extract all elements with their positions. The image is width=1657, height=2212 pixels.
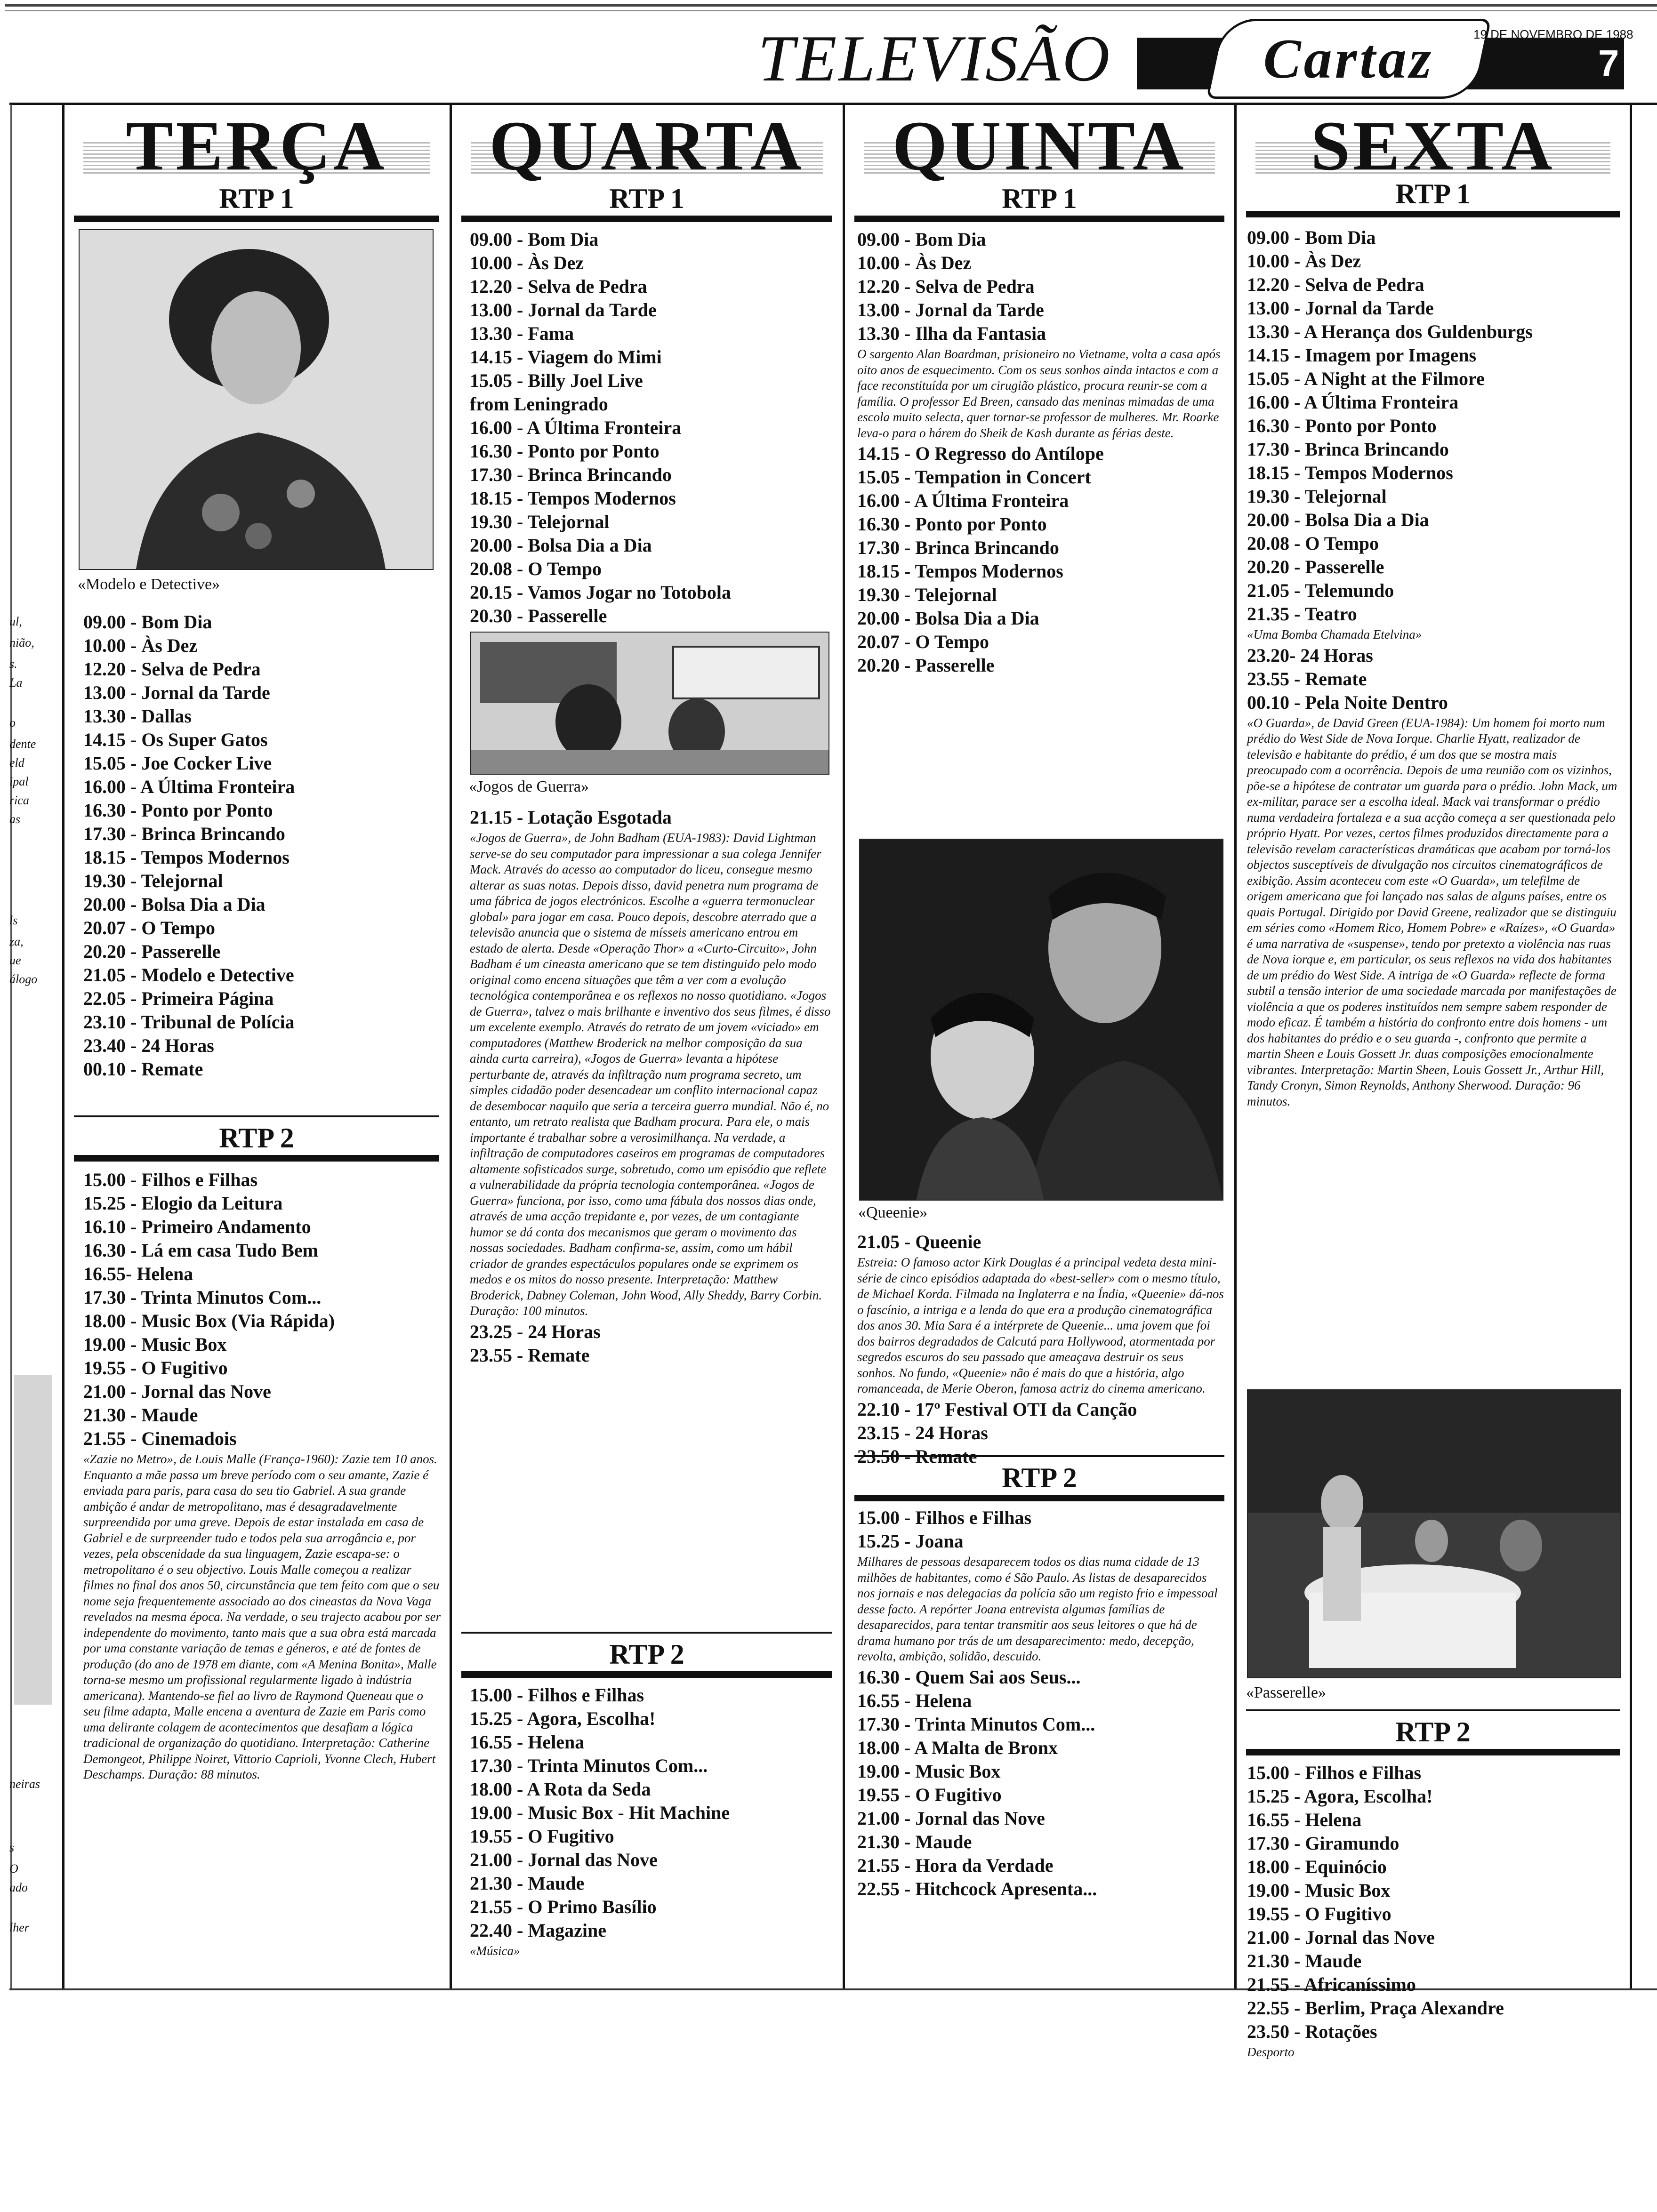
day-header [452, 109, 842, 184]
program-item: 18.00 - A Rota da Seda [470, 1779, 651, 1800]
program-item: 13.00 - Jornal da Tarde [83, 682, 270, 703]
restaurant-scene-illustration [1248, 1390, 1620, 1677]
program-item: 21.00 - Jornal das Nove [470, 1849, 658, 1870]
program-item: 21.05 - Queenie [857, 1231, 981, 1252]
rtp1-schedule [1247, 226, 1619, 1110]
program-item: 18.00 - A Malta de Bronx [857, 1737, 1058, 1758]
program-item: 19.00 - Music Box [857, 1760, 1001, 1782]
program-item: 17.30 - Giramundo [1247, 1833, 1400, 1854]
day-name: QUINTA [892, 107, 1187, 185]
program-item: 21.05 - Telemundo [1247, 580, 1394, 601]
program-item: 23.50 - Rotações [1247, 2021, 1377, 2042]
rtp2-schedule [1247, 1761, 1619, 2061]
program-item: 16.55 - Helena [857, 1690, 972, 1711]
program-item: 12.20 - Selva de Pedra [1247, 274, 1424, 295]
program-item: 16.55- Helena [83, 1263, 193, 1284]
cartaz-logo [1206, 19, 1491, 99]
program-item: 15.25 - Joana [857, 1531, 964, 1552]
rtp1-schedule [470, 228, 832, 628]
rtp1-schedule [857, 228, 1224, 677]
fragment: as [9, 812, 21, 826]
program-description: «Jogos de Guerra», de John Badham (EUA-1983): David Lightman serve-se do seu computador para impressionar a sua colega Jennifer Mack. Através do acesso ao computador do liceu, consegue mesmo alterar as suas notas. Depois disso, david penetra num programa de uma fábrica de jogos electrónicos. Escolhe a «guerra termonuclear global» para jogar em casa. Pouco depois, descobre aterrado que a televisão anuncia que o sistema de mísseis americano entrou em estado de alerta. Desde «Operação Thor» a «Curto-Circuito», John Badham é um cineasta americano que se tem distinguido pelo modo original como encena situações que têm a ver com a evolução tecnológica contemporânea e os reflexos no nosso quotidiano. «Jogos de Guerra», talvez o mais brilhante e inventivo dos seus filmes, é disso um excelente exemplo. Através do retrato de um jovem «viciado» em computadores (Matthew Broderick na melhor composição da sua ainda curta carreira), «Jogos de Guerra» levanta a hipótese perturbante de, através da infiltração num programa secreto, um simples cidadão poder desencadear um conflito internacional capaz de desembocar naquilo que seria a terceira guerra mundial. Não é, no entanto, um retrato realista que Badham procura. Para ele, o mais importante é trabalhar sobre a verosimilhança. Na verdade, a infiltração de computadores caseiros em programas de computadores altamente sofisticados surge, sobretudo, como um episódio que reflete a vulnerabilidade da própria tecnologia contemporânea. «Jogos de Guerra» funciona, por isso, como uma fábula dos nossos dias onde, através de uma acção trepidante e, por vezes, de um contagiante humor se dá conta dos mecanismos que geram o movimento das nossas sociedades. Badham confirma-se, assim, como um hábil criador de grandes espectáculos populares onde se exprimem os medos e os mitos do nosso presente. Interpretação: Matthew Broderick, Dabney Coleman, John Wood, Ally Sheddy, Barry Corbin. Duração: 100 minutos. [470, 831, 831, 1318]
program-item: 21.35 - Teatro [1247, 603, 1357, 625]
program-item: 15.00 - Filhos e Filhas [1247, 1762, 1422, 1783]
day-header [1237, 109, 1629, 184]
channel-header-rtp2: RTP 2 [1246, 1709, 1620, 1755]
rtp1-schedule [83, 610, 441, 1081]
program-item: 22.55 - Hitchcock Apresenta... [857, 1878, 1097, 1899]
section-title: TELEVISÃO [758, 22, 1112, 95]
program-item: 15.05 - Billy Joel Live [470, 370, 643, 391]
program-item: 15.25 - Agora, Escolha! [470, 1708, 656, 1729]
program-item: 12.20 - Selva de Pedra [470, 276, 647, 297]
program-item: 19.30 - Telejornal [1247, 486, 1387, 507]
program-item: 13.00 - Jornal da Tarde [470, 299, 657, 321]
fragment: ipal [9, 775, 29, 788]
program-item: 13.00 - Jornal da Tarde [857, 299, 1044, 321]
page-number: 7 [1598, 42, 1619, 84]
program-item: 22.05 - Primeira Página [83, 988, 274, 1009]
program-item: 20.08 - O Tempo [470, 558, 602, 579]
fragment: O [9, 1862, 18, 1875]
program-item: 10.00 - Às Dez [470, 252, 584, 273]
program-item: 23.40 - 24 Horas [83, 1035, 214, 1056]
program-item: 16.55 - Helena [470, 1731, 585, 1753]
top-rule-thin [5, 10, 1657, 11]
program-item: 19.55 - O Fugitivo [83, 1357, 228, 1378]
fragment: nião, [9, 636, 34, 649]
program-item: 15.25 - Elogio da Leitura [83, 1193, 283, 1214]
program-description: Desporto [1247, 2045, 1295, 2059]
program-item: 22.55 - Berlim, Praça Alexandre [1247, 1997, 1504, 2019]
program-item: 21.00 - Jornal das Nove [1247, 1927, 1435, 1948]
program-item: 10.00 - Às Dez [1247, 250, 1361, 272]
photo-caption: «Passerelle» [1246, 1684, 1326, 1701]
fragment: neiras [9, 1777, 40, 1791]
program-item: 22.10 - 17º Festival OTI da Canção [857, 1398, 1137, 1420]
fragment: ul, [9, 615, 22, 628]
program-item: 15.00 - Filhos e Filhas [83, 1169, 258, 1190]
program-item: 21.30 - Maude [857, 1831, 972, 1852]
program-item: 15.05 - Tempation in Concert [857, 466, 1091, 488]
program-item: 13.30 - Fama [470, 323, 574, 344]
program-item: 13.00 - Jornal da Tarde [1247, 297, 1434, 319]
rtp1-schedule-evening [470, 806, 832, 1367]
program-item: 23.15 - 24 Horas [857, 1422, 988, 1443]
program-item: 16.30 - Ponto por Ponto [83, 800, 273, 821]
program-item: 21.00 - Jornal das Nove [83, 1381, 271, 1402]
program-item: 17.30 - Trinta Minutos Com... [857, 1713, 1095, 1735]
day-header [64, 109, 449, 184]
column-terca [64, 104, 449, 1987]
column-sexta [1237, 104, 1629, 2059]
program-item: 19.30 - Telejornal [470, 511, 610, 532]
channel-header-rtp1: RTP 1 [74, 184, 439, 222]
program-item: 20.30 - Passerelle [470, 605, 607, 626]
fragment: s. [9, 657, 17, 671]
fragment: za, [9, 935, 24, 948]
program-item: 16.55 - Helena [1247, 1809, 1362, 1830]
program-description: O sargento Alan Boardman, prisioneiro no Vietname, volta a casa após oito anos de esquecimento. Com os seus sonhos ainda intactos e com a face reconstituída por um cirugião plástico, procura reunir-se com a família. O professor Ed Breen, cansado das meninas mimadas de uma escola muito selecta, quer tornar-se professor de mulheres. Mr. Roarke leva-o para o hárem do Sheik de Kash durante as férias deste. [857, 347, 1221, 440]
program-item: 00.10 - Remate [83, 1058, 203, 1080]
photo-modelo-detective [79, 229, 434, 570]
program-item: 09.00 - Bom Dia [1247, 227, 1376, 248]
program-description: Estreia: O famoso actor Kirk Douglas é a principal vedeta desta mini-série de cinco episódios adaptada do «best-seller» com o mesmo título, de Michael Korda. Filmada na Inglaterra e na Índia, «Queenie» dá-nos o fascínio, a intriga e a lenda do que era a produção cinematográfica dos anos 30. Mia Sara é a intérprete de Queenie... uma jovem que foi dos bairros degradados de Calcutá para Hollywood, atormentada por segredos escuros do seu passado que ameaçava destruir os seus sonhos. No fundo, «Queenie» não é mais do que a história, algo romanceada, de Merie Oberon, famosa actriz do cinema americano. [857, 1255, 1224, 1395]
program-item: 15.05 - A Night at the Filmore [1247, 368, 1485, 389]
photo-passerelle [1247, 1389, 1621, 1678]
computer-room-illustration [471, 633, 828, 774]
column-quinta [845, 104, 1234, 1987]
rtp1-schedule-evening [857, 1230, 1224, 1468]
program-item: 17.30 - Trinta Minutos Com... [83, 1287, 322, 1308]
program-item: 17.30 - Brinca Brincando [470, 464, 672, 485]
program-item: 00.10 - Pela Noite Dentro [1247, 691, 1448, 713]
program-item: 23.20- 24 Horas [1247, 644, 1373, 666]
program-item: 13.30 - Ilha da Fantasia [857, 323, 1046, 344]
program-description: «Uma Bomba Chamada Etelvina» [1247, 627, 1422, 641]
program-item: 19.55 - O Fugitivo [1247, 1903, 1392, 1924]
issue-date: 19 DE NOVEMBRO DE 1988 [1473, 27, 1633, 41]
program-item: 18.15 - Tempos Modernos [470, 488, 676, 509]
program-item: 16.00 - A Última Fronteira [1247, 392, 1459, 413]
program-item: 19.30 - Telejornal [83, 870, 223, 891]
fragment: álogo [9, 972, 38, 986]
day-name: TERÇA [126, 107, 387, 185]
program-item: 20.20 - Passerelle [1247, 556, 1384, 577]
fragment: eld [9, 756, 24, 769]
program-item: 15.25 - Agora, Escolha! [1247, 1786, 1433, 1807]
program-item: 21.15 - Lotação Esgotada [470, 807, 672, 828]
program-item: 09.00 - Bom Dia [83, 611, 212, 633]
program-item: 14.15 - Os Super Gatos [83, 729, 268, 750]
program-item: from Leningrado [470, 393, 608, 415]
program-item: 21.55 - Cinemadois [83, 1428, 237, 1449]
channel-header-rtp1: RTP 1 [461, 184, 832, 222]
program-item: 18.15 - Tempos Modernos [83, 847, 290, 868]
program-description: «Zazie no Metro», de Louis Malle (França-1960): Zazie tem 10 anos. Enquanto a mãe passa um breve período com o seu amante, Zazie é enviada para paris, para casa do seu tio Gabriel. A sua grande ambição é andar de metropolitano, mas é desagradavelmente surpreendida por uma greve. Depois de estar instalada em casa de Gabriel e de surpreender tudo e todos pela sua arrogância e, por vezes, pela obscenidade da sua linguagem, Zazie escapa-se: o metropolitano é o seu objectivo. Louis Malle começou a realizar filmes no final dos anos 50, circunstância que tem feito com que o seu nome seja frequentemente associado ao dos cineastas da Nova Vaga revelados na mesma época. Na verdade, o seu trajecto acabou por ser independente do movimento, tanto mais que a sua obra está marcada por uma constante variação de temas e géneros, e até de fontes de produção (do ano de 1978 em diante, com «A Menina Bonita», Malle torna-se mesmo um profissional regularmente ligado à indústria americana). Mantendo-se fiel ao livro de Raymond Queneau que o seu filme adapta, Malle encena a aventura de Zazie em Paris como uma delirante colagem de acontecimentos que desafiam a lógica tradicional de organização do quotidiano. Interpretação: Catherine Demongeot, Philippe Noiret, Vittorio Caprioli, Yvonne Clech, Hubert Deschamps. Duração: 88 minutos. [83, 1452, 441, 1781]
program-item: 20.15 - Vamos Jogar no Totobola [470, 582, 731, 603]
program-item: 23.55 - Remate [470, 1344, 590, 1366]
program-item: 13.30 - Dallas [83, 705, 192, 727]
program-item: 15.05 - Joe Cocker Live [83, 753, 272, 774]
photo-caption: «Modelo e Detective» [78, 576, 220, 593]
program-item: 23.10 - Tribunal de Polícia [83, 1011, 295, 1033]
program-item: 16.00 - A Última Fronteira [470, 417, 682, 438]
adjacent-photo-fragment [14, 1375, 52, 1705]
program-item: 10.00 - Às Dez [857, 252, 972, 273]
fragment: ls [9, 914, 18, 927]
fragment: o [9, 716, 16, 729]
program-item: 17.30 - Brinca Brincando [83, 823, 285, 844]
couple-portrait-illustration [860, 840, 1223, 1200]
program-item: 18.00 - Equinócio [1247, 1856, 1387, 1877]
channel-header-rtp2: RTP 2 [854, 1455, 1224, 1501]
program-item: 20.00 - Bolsa Dia a Dia [857, 608, 1039, 629]
program-item: 21.55 - O Primo Basílio [470, 1896, 657, 1917]
fragment: ue [9, 954, 21, 967]
channel-header-rtp1: RTP 1 [854, 184, 1224, 222]
fragment: La [9, 676, 23, 689]
program-item: 12.20 - Selva de Pedra [857, 276, 1035, 297]
program-item: 21.55 - Hora da Verdade [857, 1854, 1054, 1876]
program-item: 20.00 - Bolsa Dia a Dia [470, 535, 652, 556]
rtp2-schedule [857, 1506, 1224, 1901]
program-item: 14.15 - Imagem por Imagens [1247, 345, 1477, 366]
photo-caption: «Jogos de Guerra» [469, 778, 589, 795]
photo-queenie [859, 839, 1223, 1201]
program-item: 21.30 - Maude [470, 1873, 585, 1894]
program-item: 14.15 - Viagem do Mimi [470, 346, 662, 368]
day-name: QUARTA [489, 107, 804, 185]
channel-header-rtp2: RTP 2 [74, 1115, 439, 1162]
program-item: 19.00 - Music Box - Hit Machine [470, 1802, 730, 1823]
day-name: SEXTA [1311, 107, 1555, 185]
rtp2-schedule [470, 1683, 832, 1960]
photo-caption: «Queenie» [858, 1204, 928, 1221]
fragment: lher [9, 1921, 29, 1934]
logo-text: Cartaz [1263, 27, 1434, 90]
program-item: 09.00 - Bom Dia [470, 229, 599, 250]
column-quarta [452, 104, 842, 1987]
portrait-illustration [80, 230, 433, 569]
program-item: 20.20 - Passerelle [83, 941, 221, 962]
fragment: rica [9, 793, 29, 807]
program-item: 13.30 - A Herança dos Guldenburgs [1247, 321, 1533, 342]
fragment: ado [9, 1881, 28, 1894]
program-item: 21.00 - Jornal das Nove [857, 1807, 1045, 1829]
program-item: 15.00 - Filhos e Filhas [470, 1684, 644, 1706]
program-item: 17.30 - Trinta Minutos Com... [470, 1755, 708, 1776]
program-item: 17.30 - Brinca Brincando [857, 537, 1059, 558]
program-description: «O Guarda», de David Green (EUA-1984): Um homem foi morto num prédio do West Side de Nova Iorque. Charlie Hyatt, realizador de televisão e habitante do prédio, é um dos que se mostra mais preocupado com a ocorrência. Depois de uma reunião com os vizinhos, põe-se a hipótese de contratar um guarda para o prédio. John Mack, um ex-militar, parace ser a escolha ideal. Mack vai transformar o prédio numa verdadeira fortaleza e a sua acção começa a ser questionada pelo próprio Hyatt. Por vezes, certos filmes produzidos directamente para a televisão revelam características dramáticas que acabam por torná-los objectos susceptíveis de divulgação nos circuitos cinematográficos de exibição. Assim aconteceu com este «O Guarda», um telefilme de origem americana que foi lançado nas salas de alguns países, entre os quais Portugal. Dirigido por David Greene, realizador que se distinguiu em séries como «Homem Rico, Homem Pobre» e «Raízes», «O Guarda» é uma narrativa de «suspense», tendo por pretexto a violência nas ruas de Nova iorque e, em particular, os seus reflexos na vida dos habitantes de um prédio do West Side. A intriga de «O Guarda» reflecte de forma subtil a tensão interior de uma sociedade marcada por manifestações de violência a que os poderes instituídos nem sempre sabem responder de modo eficaz. É também a história do confronto entre dois homens - um dos habitantes do prédio e o seu guarda -, confronto que permite a martin Sheen e Louis Gossett Jr. duas composições emocionalmente vibrantes. Interpretação: Martin Sheen, Louis Gossett Jr., Arthur Hill, Tandy Cronyn, Simon Reynolds, Anthony Sherwood. Duração: 96 minutos. [1247, 715, 1617, 1108]
program-item: 16.30 - Lá em casa Tudo Bem [83, 1240, 318, 1261]
program-item: 19.00 - Music Box [1247, 1880, 1391, 1901]
program-item: 20.20 - Passerelle [857, 655, 995, 676]
program-description: Milhares de pessoas desaparecem todos os dias numa cidade de 13 milhões de habitantes, como é São Paulo. As listas de desaparecidos nos jornais e nas delegacias da polícia são um registo frio e impessoal desse facto. A repórter Joana entrevista algumas famílias de desaparecidos, para tentar transmitir aos seus leitores o que há de drama humano por trás de um desaparecimento: medo, decepção, revolta, ambição, solidão, descuido. [857, 1555, 1218, 1663]
day-header [845, 109, 1234, 184]
program-item: 10.00 - Às Dez [83, 635, 198, 656]
program-item: 16.30 - Ponto por Ponto [470, 441, 660, 462]
program-item: 19.00 - Music Box [83, 1334, 227, 1355]
program-item: 20.00 - Bolsa Dia a Dia [83, 894, 265, 915]
program-item: 16.30 - Ponto por Ponto [1247, 415, 1437, 436]
program-item: 14.15 - O Regresso do Antílope [857, 443, 1104, 464]
program-item: 18.15 - Tempos Modernos [1247, 462, 1453, 483]
program-item: 12.20 - Selva de Pedra [83, 658, 261, 680]
program-item: 21.55 - Africaníssimo [1247, 1974, 1416, 1995]
program-item: 16.00 - A Última Fronteira [83, 776, 295, 797]
program-item: 16.00 - A Última Fronteira [857, 490, 1069, 511]
program-item: 19.55 - O Fugitivo [470, 1826, 614, 1847]
program-item: 18.15 - Tempos Modernos [857, 561, 1063, 582]
adjacent-page-fragments [0, 104, 61, 1987]
program-item: 23.55 - Remate [1247, 668, 1367, 689]
program-description: «Música» [470, 1944, 520, 1958]
fragment: dente [9, 737, 36, 751]
program-item: 19.55 - O Fugitivo [857, 1784, 1002, 1805]
top-rule [5, 4, 1657, 7]
program-item: 21.05 - Modelo e Detective [83, 964, 294, 986]
program-item: 22.40 - Magazine [470, 1920, 606, 1941]
column-rule [1630, 104, 1632, 1988]
program-item: 16.10 - Primeiro Andamento [83, 1216, 311, 1237]
program-item: 09.00 - Bom Dia [857, 229, 986, 250]
program-item: 20.07 - O Tempo [857, 631, 989, 652]
program-item: 16.30 - Quem Sai aos Seus... [857, 1666, 1081, 1688]
program-item: 20.00 - Bolsa Dia a Dia [1247, 509, 1429, 530]
program-item: 21.30 - Maude [1247, 1950, 1362, 1972]
photo-jogos-de-guerra [470, 632, 829, 775]
rtp2-schedule [83, 1168, 441, 1784]
program-item: 17.30 - Brinca Brincando [1247, 439, 1449, 460]
program-item: 23.25 - 24 Horas [470, 1321, 601, 1342]
channel-header-rtp2: RTP 2 [461, 1632, 832, 1678]
program-item: 16.30 - Ponto por Ponto [857, 513, 1047, 535]
program-item: 20.07 - O Tempo [83, 917, 216, 938]
program-item: 23.50 - Remate [857, 1445, 977, 1467]
program-item: 18.00 - Music Box (Via Rápida) [83, 1310, 335, 1331]
program-item: 19.30 - Telejornal [857, 584, 997, 605]
program-item: 20.08 - O Tempo [1247, 533, 1379, 554]
fragment: s [9, 1841, 15, 1854]
channel-header-rtp1: RTP 1 [1246, 180, 1620, 217]
program-item: 21.30 - Maude [83, 1404, 198, 1426]
program-item: 15.00 - Filhos e Filhas [857, 1507, 1032, 1528]
